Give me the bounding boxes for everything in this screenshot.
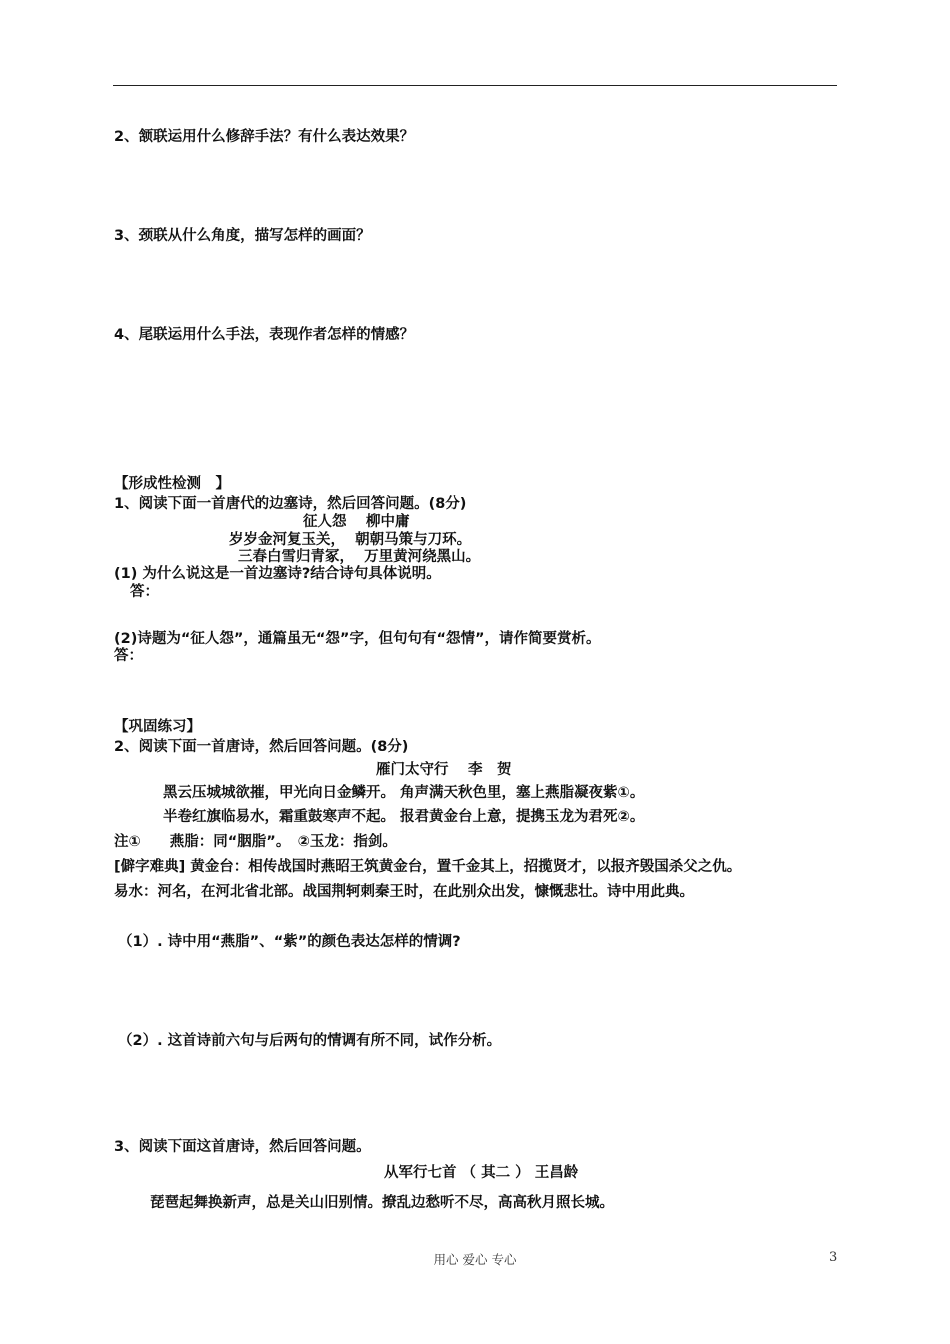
answer-label: 答： [114,648,143,664]
sub-question-2: (2)诗题为“征人怨”，通篇虽无“怨”字，但句句有“怨情”，请作简要赏析。 [114,631,601,647]
formative-heading: 【形成性检测 】 [114,476,230,492]
question-4: 4、尾联运用什么手法，表现作者怎样的情感？ [114,327,415,343]
poem-line: 琵琶起舞换新声，总是关山旧别情。撩乱边愁听不尽，高高秋月照长城。 [150,1195,614,1211]
page-footer: 用心 爱心 专心 [433,1252,517,1267]
answer-label: 答： [130,584,159,600]
formative-q1: 1、阅读下面一首唐代的边塞诗，然后回答问题。(8分) [114,496,467,512]
sub-question-2: （2）. 这首诗前六句与后两句的情调有所不同，试作分析。 [118,1033,502,1049]
poem-line: 半卷红旗临易水，霜重鼓寒声不起。 报君黄金台上意，提携玉龙为君死②。 [163,809,645,825]
consolidation-q3: 3、阅读下面这首唐诗，然后回答问题。 [114,1139,371,1155]
poem-title: 从军行七首 （ 其二 ） 王昌龄 [384,1165,579,1181]
allusion-note: [僻字难典] 黄金台：相传战国时燕昭王筑黄金台，置千金其上，招揽贤才，以报齐毁国杀父之仇。 [114,859,742,875]
allusion-note: 易水：河名，在河北省北部。战国荆轲刺秦王时，在此别众出发，慷慨悲壮。诗中用此典。 [114,884,694,900]
poem-line: 黑云压城城欲摧，甲光向日金鳞开。 角声满天秋色里，塞上燕脂凝夜紫①。 [163,785,645,801]
consolidation-q2: 2、阅读下面一首唐诗，然后回答问题。(8分) [114,739,409,755]
poem-line: 三春白雪归青冢， 万里黄河绕黑山。 [238,549,481,565]
poem-title: 征人怨 柳中庸 [303,514,410,530]
poem-title: 雁门太守行 李 贺 [376,762,512,778]
page-number: 3 [829,1250,838,1265]
sub-question-1: （1）. 诗中用“燕脂”、“紫”的颜色表达怎样的情调? [118,934,461,950]
consolidation-heading: 【巩固练习】 [114,719,201,735]
poem-line: 岁岁金河复玉关， 朝朝马策与刀环。 [229,532,472,548]
question-3: 3、颈联从什么角度，描写怎样的画面？ [114,228,371,244]
sub-question-1: (1) 为什么说这是一首边塞诗?结合诗句具体说明。 [114,566,441,582]
footnote: 注① 燕脂：同“胭脂”。 ②玉龙：指剑。 [114,834,397,850]
header-rule [113,85,837,86]
question-2: 2、颔联运用什么修辞手法？有什么表达效果？ [114,129,415,145]
